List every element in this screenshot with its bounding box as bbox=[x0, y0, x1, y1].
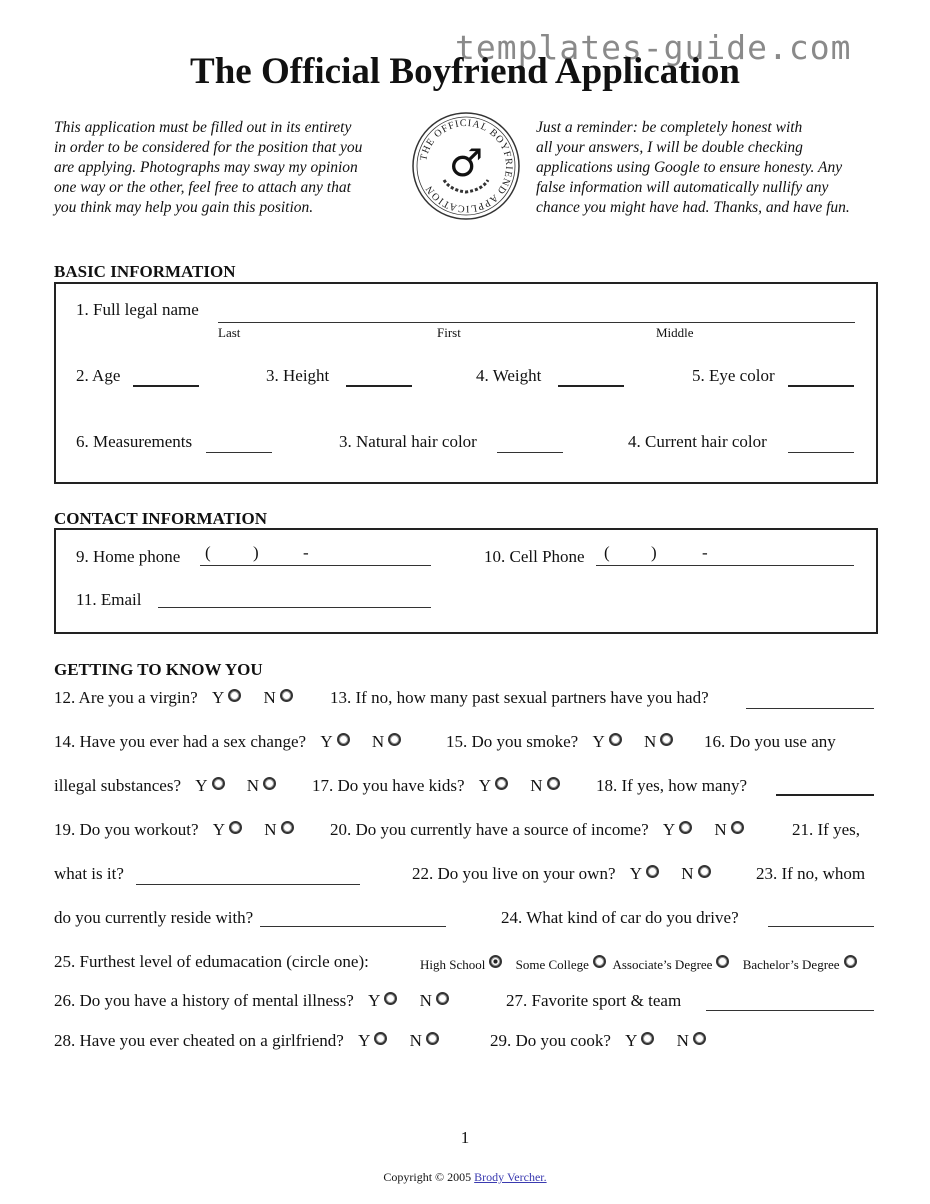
q14-label: 14. Have you ever had a sex change? bbox=[54, 732, 307, 751]
watermark: templates-guide.com bbox=[455, 28, 852, 67]
home-phone-label: 9. Home phone bbox=[76, 547, 181, 566]
cell-phone-dash: - bbox=[702, 543, 708, 562]
q25-options bbox=[420, 955, 861, 973]
q14-row bbox=[54, 732, 405, 752]
cell-phone-label: 10. Cell Phone bbox=[484, 547, 585, 566]
intro-left-line: one way or the other, feel free to attach any that bbox=[54, 179, 351, 196]
male-symbol-icon: ♂ bbox=[448, 141, 484, 185]
q24-label: 24. What kind of car do you drive? bbox=[501, 908, 739, 927]
q14-yes-label: Y bbox=[320, 732, 333, 751]
eye-color-field[interactable] bbox=[788, 385, 854, 387]
q28-label: 28. Have you ever cheated on a girlfriend? bbox=[54, 1031, 344, 1050]
q16-yes-label: Y bbox=[195, 776, 208, 795]
q16-no-label: N bbox=[246, 776, 260, 795]
email-field[interactable] bbox=[158, 607, 431, 608]
intro-right-line: false information will automatically nullify any bbox=[536, 179, 829, 196]
q18-field[interactable] bbox=[776, 794, 874, 796]
q27-label: 27. Favorite sport & team bbox=[506, 991, 682, 1010]
measurements-label: 6. Measurements bbox=[76, 432, 193, 451]
q15-label: 15. Do you smoke? bbox=[446, 732, 579, 751]
q16-row bbox=[54, 776, 280, 796]
q19-label: 19. Do you workout? bbox=[54, 820, 199, 839]
q21-field[interactable] bbox=[136, 884, 360, 885]
q12-no-radio[interactable] bbox=[280, 689, 293, 702]
edu-option-associates: Associate’s Degree bbox=[612, 957, 713, 972]
q19-yes-radio[interactable] bbox=[229, 821, 242, 834]
natural-hair-field[interactable] bbox=[497, 452, 563, 453]
q28-yes-label: Y bbox=[358, 1031, 371, 1050]
edu-high-school-radio[interactable] bbox=[489, 955, 502, 968]
q29-yes-label: Y bbox=[625, 1031, 638, 1050]
q17-no-label: N bbox=[530, 776, 543, 795]
cell-phone-paren-open: ( bbox=[604, 543, 610, 562]
q22-label: 22. Do you live on your own? bbox=[412, 864, 616, 883]
home-phone-paren-open: ( bbox=[205, 543, 211, 562]
q29-no-label: N bbox=[676, 1031, 689, 1050]
q26-label: 26. Do you have a history of mental illness? bbox=[54, 991, 354, 1010]
q22-yes-label: Y bbox=[629, 864, 643, 883]
q29-no-radio[interactable] bbox=[693, 1032, 706, 1045]
cell-phone-paren-close: ) bbox=[651, 543, 657, 562]
q19-no-label: N bbox=[264, 820, 277, 839]
q24-field[interactable] bbox=[768, 926, 874, 927]
q26-row bbox=[54, 991, 453, 1011]
q26-yes-label: Y bbox=[368, 991, 381, 1010]
document-title: The Official Boyfriend Application bbox=[190, 51, 740, 92]
q13-field[interactable] bbox=[746, 708, 874, 709]
edu-associates-radio[interactable] bbox=[716, 955, 729, 968]
intro-left-line: This application must be filled out in its entirety bbox=[54, 119, 352, 136]
q17-yes-radio[interactable] bbox=[495, 777, 508, 790]
q14-yes-radio[interactable] bbox=[337, 733, 350, 746]
q15-no-label: N bbox=[644, 732, 657, 751]
q26-no-radio[interactable] bbox=[436, 992, 449, 1005]
age-field[interactable] bbox=[133, 385, 199, 387]
q18-label: 18. If yes, how many? bbox=[596, 776, 748, 795]
full-name-field[interactable] bbox=[218, 322, 855, 323]
q15-no-radio[interactable] bbox=[660, 733, 673, 746]
intro-left-line: you think may help you gain this position. bbox=[54, 199, 314, 216]
q22-no-radio[interactable] bbox=[698, 865, 711, 878]
q17-row bbox=[312, 776, 564, 796]
q27-field[interactable] bbox=[706, 1010, 874, 1011]
q15-yes-radio[interactable] bbox=[609, 733, 622, 746]
q28-yes-radio[interactable] bbox=[374, 1032, 387, 1045]
q26-yes-radio[interactable] bbox=[384, 992, 397, 1005]
edu-option-high-school: High School bbox=[420, 957, 486, 972]
eye-color-label: 5. Eye color bbox=[692, 366, 775, 385]
q16-label: 16. Do you use any bbox=[704, 732, 836, 751]
intro-right-line: applications using Google to ensure honesty. Any bbox=[536, 159, 843, 176]
q12-yes-radio[interactable] bbox=[228, 689, 241, 702]
intro-right-line: all your answers, I will be double checking bbox=[536, 139, 803, 156]
intro-left-line: are applying. Photographs may sway my opinion bbox=[54, 159, 358, 176]
q20-yes-radio[interactable] bbox=[679, 821, 692, 834]
q26-no-label: N bbox=[419, 991, 432, 1010]
q20-no-radio[interactable] bbox=[731, 821, 744, 834]
q21-label: 21. If yes, bbox=[792, 820, 860, 839]
basic-info-title: BASIC INFORMATION bbox=[54, 262, 236, 281]
seal-ring-text: THE OFFICIAL BOYFRIEND APPLICATION bbox=[418, 117, 515, 215]
q17-no-radio[interactable] bbox=[547, 777, 560, 790]
q19-no-radio[interactable] bbox=[281, 821, 294, 834]
q22-no-label: N bbox=[681, 864, 694, 883]
first-name-caption: First bbox=[437, 325, 461, 340]
q12-yes-label: Y bbox=[211, 688, 225, 707]
q20-no-label: N bbox=[714, 820, 727, 839]
q20-label: 20. Do you currently have a source of income? bbox=[330, 820, 649, 839]
q21-label-cont: what is it? bbox=[54, 864, 124, 883]
edu-option-bachelors: Bachelor’s Degree bbox=[742, 957, 840, 972]
cell-phone-field[interactable] bbox=[596, 565, 854, 566]
q23-field[interactable] bbox=[260, 926, 446, 927]
copyright-text: Copyright © 2005 bbox=[383, 1170, 472, 1184]
q29-yes-radio[interactable] bbox=[641, 1032, 654, 1045]
home-phone-field[interactable] bbox=[200, 565, 431, 566]
q15-row bbox=[446, 732, 677, 752]
q20-row bbox=[330, 820, 748, 840]
q23-label-cont: do you currently reside with? bbox=[54, 908, 254, 927]
measurements-field[interactable] bbox=[206, 452, 272, 453]
edu-option-some-college: Some College bbox=[515, 957, 589, 972]
edu-bachelors-radio[interactable] bbox=[844, 955, 857, 968]
q15-yes-label: Y bbox=[592, 732, 605, 751]
q29-label: 29. Do you cook? bbox=[490, 1031, 611, 1050]
q12-row bbox=[54, 688, 297, 708]
q17-label: 17. Do you have kids? bbox=[312, 776, 465, 795]
q12-no-label: N bbox=[263, 688, 276, 707]
q23-label: 23. If no, whom bbox=[756, 864, 866, 883]
current-hair-field[interactable] bbox=[788, 452, 854, 453]
author-link[interactable]: Brody Vercher. bbox=[474, 1170, 547, 1184]
contact-info-title: CONTACT INFORMATION bbox=[54, 509, 267, 528]
q29-row bbox=[490, 1031, 710, 1051]
intro-right-line: chance you might have had. Thanks, and have fun. bbox=[536, 199, 850, 216]
page-number: 1 bbox=[460, 1128, 470, 1147]
middle-name-caption: Middle bbox=[656, 325, 694, 340]
q20-yes-label: Y bbox=[662, 820, 676, 839]
q22-row bbox=[412, 864, 715, 884]
height-field[interactable] bbox=[346, 385, 412, 387]
weight-field[interactable] bbox=[558, 385, 624, 387]
q19-row bbox=[54, 820, 298, 840]
home-phone-paren-close: ) bbox=[253, 543, 259, 562]
q19-yes-label: Y bbox=[212, 820, 226, 839]
intro-right bbox=[536, 118, 896, 218]
q25-label: 25. Furthest level of edumacation (circle one): bbox=[54, 952, 369, 971]
height-label: 3. Height bbox=[266, 366, 330, 385]
copyright bbox=[0, 1170, 930, 1185]
q28-no-radio[interactable] bbox=[426, 1032, 439, 1045]
q16-yes-radio[interactable] bbox=[212, 777, 225, 790]
q28-row bbox=[54, 1031, 443, 1051]
know-you-title: GETTING TO KNOW YOU bbox=[54, 660, 263, 679]
current-hair-label: 4. Current hair color bbox=[628, 432, 767, 451]
contact-info-box bbox=[54, 528, 878, 634]
full-name-label: 1. Full legal name bbox=[76, 300, 199, 319]
age-label: 2. Age bbox=[76, 366, 121, 385]
last-name-caption: Last bbox=[218, 325, 241, 340]
q17-yes-label: Y bbox=[478, 776, 492, 795]
intro-right-line: Just a reminder: be completely honest with bbox=[536, 119, 803, 136]
weight-label: 4. Weight bbox=[476, 366, 542, 385]
official-seal bbox=[410, 110, 522, 222]
q22-yes-radio[interactable] bbox=[646, 865, 659, 878]
home-phone-dash: - bbox=[303, 543, 309, 562]
q14-no-label: N bbox=[371, 732, 385, 751]
intro-left-line: in order to be considered for the position that you bbox=[54, 139, 363, 156]
q16-no-radio[interactable] bbox=[263, 777, 276, 790]
intro-left bbox=[54, 118, 404, 218]
q16-label-cont: illegal substances? bbox=[54, 776, 181, 795]
email-label: 11. Email bbox=[76, 590, 142, 609]
q14-no-radio[interactable] bbox=[388, 733, 401, 746]
q28-no-label: N bbox=[409, 1031, 422, 1050]
q12-label: 12. Are you a virgin? bbox=[54, 688, 198, 707]
edu-some-college-radio[interactable] bbox=[593, 955, 606, 968]
natural-hair-label: 3. Natural hair color bbox=[339, 432, 477, 451]
q13-label: 13. If no, how many past sexual partners have you had? bbox=[330, 688, 709, 707]
